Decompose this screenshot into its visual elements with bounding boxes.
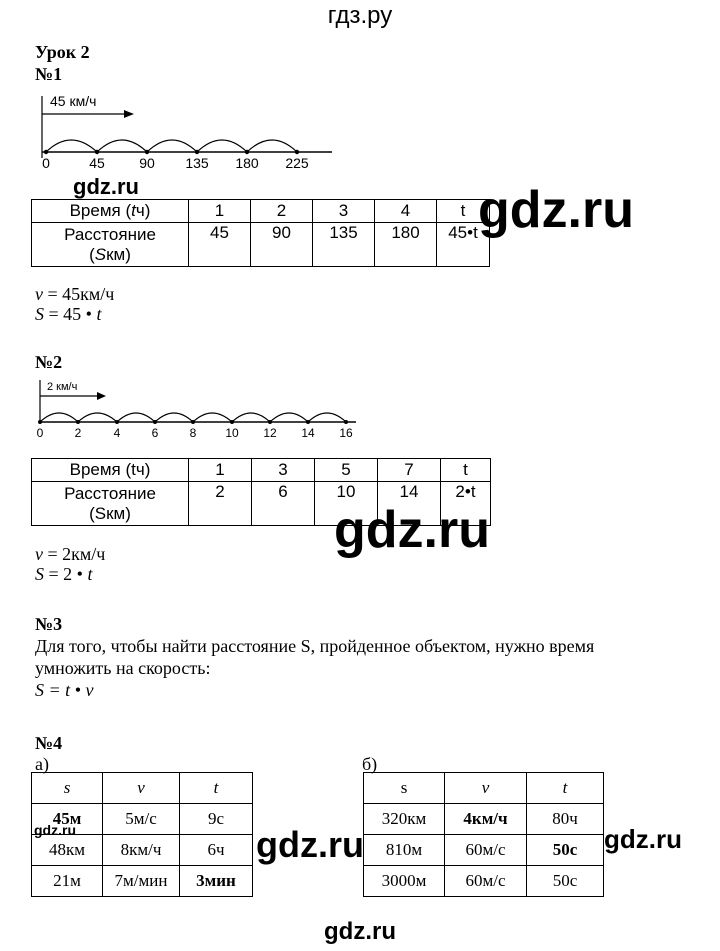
axis-tick: 4 <box>113 426 121 440</box>
axis-tick: 6 <box>151 426 159 440</box>
table-cell: 3000м <box>364 866 445 897</box>
table-cell: 135 <box>313 223 375 267</box>
table-cell: 45•t <box>437 223 490 267</box>
table-cell: 60м/с <box>445 835 527 866</box>
table-cell: 50с <box>527 866 604 897</box>
task3-text-line2: умножить на скорость: <box>35 658 211 678</box>
table-cell: 8км/ч <box>103 835 180 866</box>
table-cell: 3 <box>252 459 315 482</box>
table-cell: 6 <box>252 482 315 526</box>
table-cell: 80ч <box>527 804 604 835</box>
table-header: v <box>103 773 180 804</box>
table-header: t <box>180 773 253 804</box>
site-title: гдз.ру <box>327 2 393 29</box>
table-cell: 14 <box>378 482 441 526</box>
axis-tick: 16 <box>339 426 353 440</box>
table-cell: 7м/мин <box>103 866 180 897</box>
task1-number-line <box>30 88 350 174</box>
task3-formula: S = t • v <box>35 680 94 700</box>
task1-formula-s: S = 45 • t <box>35 304 102 324</box>
task2-number: №2 <box>35 352 63 372</box>
task3-number: №3 <box>35 614 63 634</box>
table-cell: 50с <box>527 835 604 866</box>
lesson-title: Урок 2 <box>35 42 90 62</box>
table-cell: 60м/с <box>445 866 527 897</box>
footer-watermark: gdz.ru <box>324 918 396 945</box>
table-cell: 7 <box>378 459 441 482</box>
watermark: gdz.ru <box>604 824 682 854</box>
table-cell: 6ч <box>180 835 253 866</box>
table-cell: 90 <box>251 223 313 267</box>
table-header-time: Время (tч) <box>32 200 189 223</box>
table-cell: 48км <box>32 835 103 866</box>
table-cell: 5м/с <box>103 804 180 835</box>
table-cell: 10 <box>315 482 378 526</box>
watermark: gdz.ru <box>73 174 139 199</box>
table-cell: 320км <box>364 804 445 835</box>
table-header-distance: Расстояние (Sкм) <box>32 482 189 526</box>
table-cell: 45 <box>189 223 251 267</box>
table-cell: 3мин <box>180 866 253 897</box>
watermark: gdz.ru <box>256 824 364 865</box>
table-cell: t <box>441 459 491 482</box>
table-cell: 1 <box>189 459 252 482</box>
table-cell: 21м <box>32 866 103 897</box>
table-cell: 180 <box>375 223 437 267</box>
table-cell: 810м <box>364 835 445 866</box>
task1-table <box>31 199 490 267</box>
table-cell: 4 <box>375 200 437 223</box>
task1-number: №1 <box>35 64 63 84</box>
task1-speed-label: 45 км/ч <box>50 93 97 109</box>
table-header: s <box>364 773 445 804</box>
task4-number: №4 <box>35 733 63 753</box>
axis-tick: 225 <box>285 155 309 171</box>
axis-tick: 0 <box>42 155 50 171</box>
task2-number-line <box>30 374 370 444</box>
table-cell: 2 <box>189 482 252 526</box>
table-cell: 4км/ч <box>445 804 527 835</box>
task4-part-a: а) <box>35 754 49 774</box>
axis-tick: 12 <box>263 426 277 440</box>
watermark: gdz.ru <box>478 181 634 239</box>
axis-tick: 8 <box>189 426 197 440</box>
table-header-distance: Расстояние (Sкм) <box>32 223 189 267</box>
task3-text-line1: Для того, чтобы найти расстояние S, пройденное объектом, нужно время <box>35 636 595 656</box>
task2-speed-label: 2 км/ч <box>47 381 78 393</box>
axis-tick: 14 <box>301 426 315 440</box>
axis-tick: 45 <box>89 155 105 171</box>
axis-tick: 135 <box>185 155 209 171</box>
axis-tick: 2 <box>74 426 82 440</box>
watermark: gdz.ru <box>34 822 76 838</box>
task2-formula-v: v = 2км/ч <box>35 544 106 564</box>
table-cell: 5 <box>315 459 378 482</box>
task4-table-b <box>363 772 604 897</box>
table-cell: 3 <box>313 200 375 223</box>
task1-formula-v: v = 45км/ч <box>35 284 115 304</box>
axis-tick: 0 <box>36 426 44 440</box>
table-cell: t <box>437 200 490 223</box>
table-header: v <box>445 773 527 804</box>
arrow-icon <box>124 110 134 118</box>
axis-tick: 10 <box>225 426 239 440</box>
table-cell: 9с <box>180 804 253 835</box>
table-header-time: Время (tч) <box>32 459 189 482</box>
watermark: gdz.ru <box>334 501 490 559</box>
task4-part-b: б) <box>362 754 378 774</box>
arrow-icon <box>97 392 106 400</box>
table-cell: 1 <box>189 200 251 223</box>
table-cell: 2•t <box>441 482 491 526</box>
task2-formula-s: S = 2 • t <box>35 564 93 584</box>
table-cell: 45м <box>32 804 103 835</box>
table-cell: 2 <box>251 200 313 223</box>
axis-tick: 180 <box>235 155 259 171</box>
table-header: s <box>32 773 103 804</box>
axis-tick: 90 <box>139 155 155 171</box>
table-header: t <box>527 773 604 804</box>
